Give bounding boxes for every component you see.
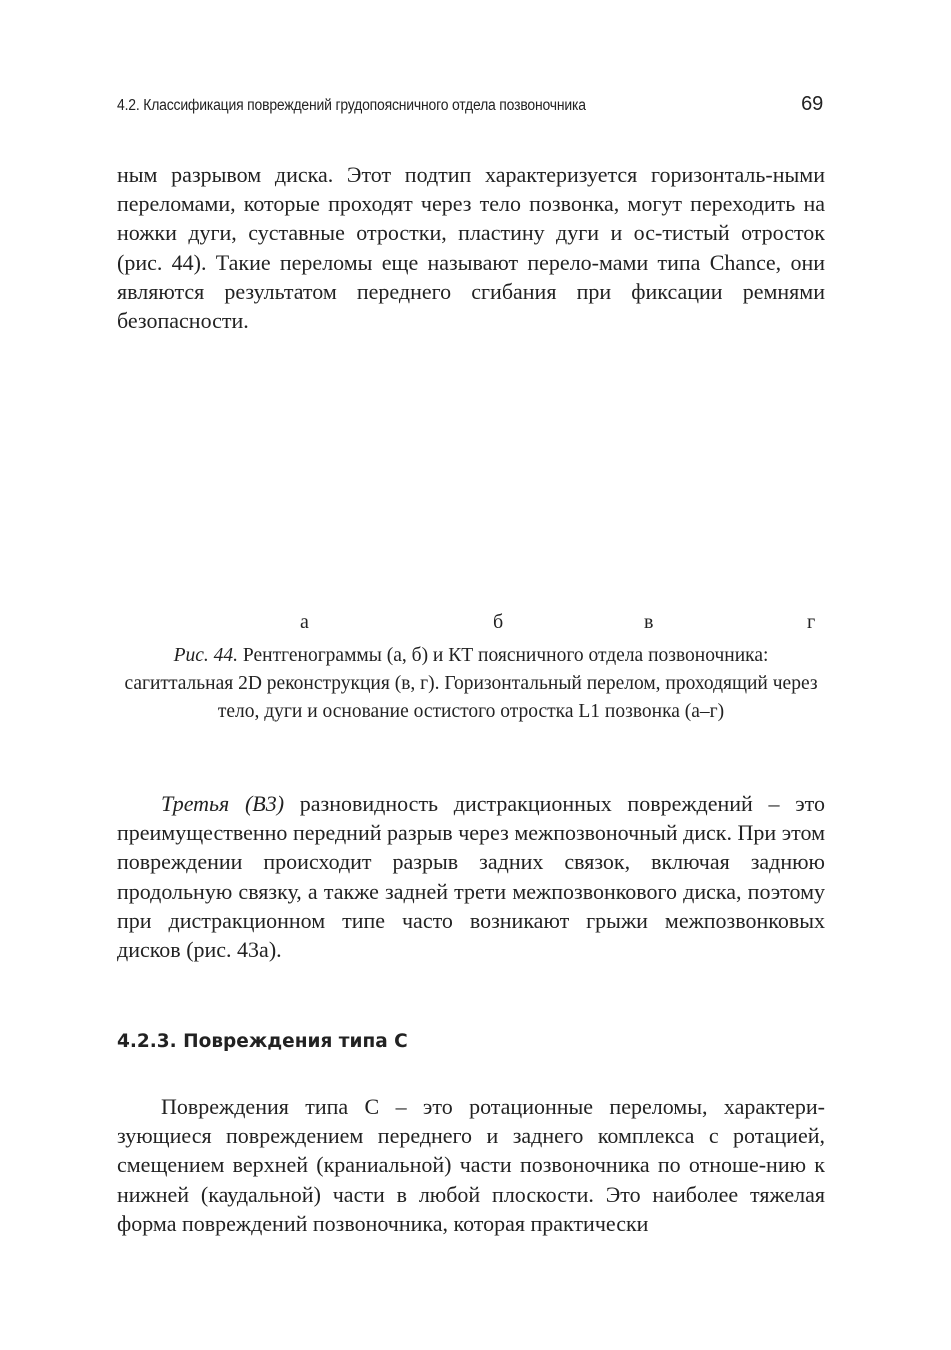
figure-caption-ref: Рис. 44. bbox=[173, 645, 239, 666]
panel-label-a: а bbox=[300, 611, 309, 633]
page-number: 69 bbox=[801, 93, 823, 115]
running-header-title: 4.2. Классификация повреждений грудопоясничного отдела позвоночника bbox=[117, 97, 586, 114]
figure-caption-text: Рентгенограммы (а, б) и КТ поясничного отдела позвоночника: сагиттальная 2D реконструкция (в, г). Горизонтальный перелом, проходящий через тело, дуги и основание остистого отростка L1 позвонка (а–г) bbox=[124, 645, 818, 722]
figure-44-images bbox=[117, 360, 825, 600]
panel-label-v: в bbox=[644, 611, 654, 633]
running-header bbox=[117, 93, 825, 119]
figure-panel-labels bbox=[117, 611, 825, 639]
figure-caption bbox=[117, 642, 825, 726]
paragraph-chance-fracture: ным разрывом диска. Этот подтип характеризуется горизонталь-ными переломами, которые проходят через тело позвонка, могут переходить на ножки дуги, суставные отростки, пластину дуги и ос-тистый отросток (рис. 44). Такие переломы еще называют перело-мами типа Chance, они являются результатом переднего сгибания при фиксации ремнями безопасности. bbox=[117, 162, 825, 334]
panel-label-g: г bbox=[807, 611, 816, 633]
paragraph-type-c: Повреждения типа С – это ротационные переломы, характери-зующиеся повреждением переднего и заднего комплекса с ротацией, смещением верхней (краниальной) части позвоночника по отноше-нию к нижней (каудальной) части в любой плоскости. Это наиболее тяжелая форма повреждений позвоночника, которая практически bbox=[117, 1094, 825, 1236]
paragraph-b3-lead: Третья (B3) bbox=[161, 791, 285, 816]
section-heading: 4.2.3. Повреждения типа С bbox=[117, 1031, 408, 1052]
panel-label-b: б bbox=[493, 611, 504, 633]
paragraph-b3-distraction bbox=[117, 789, 825, 964]
paragraph-b3-text: разновидность дистракционных повреждений – это преимущественно передний разрыв через межпозвоночный диск. При этом повреждении происходит разрыв задних связок, включая заднюю продольную связку, а также задней трети межпозвонкового диска, поэтому при дистракционном типе часто возникают грыжи межпозвонковых дисков (рис. 43а). bbox=[117, 791, 825, 963]
